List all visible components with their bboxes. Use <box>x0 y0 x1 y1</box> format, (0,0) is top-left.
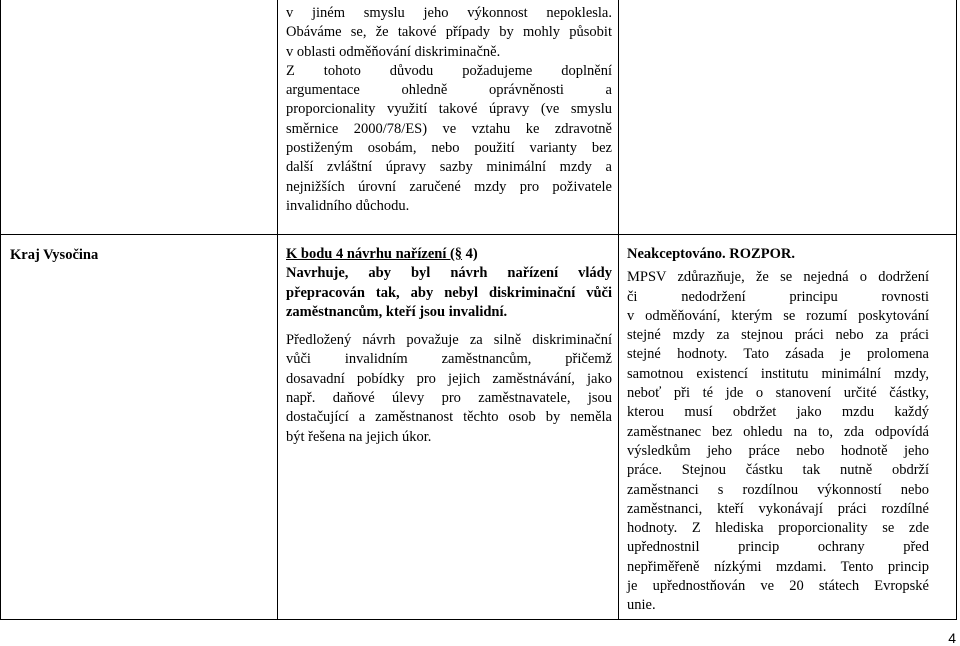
table-border-right <box>956 0 957 620</box>
previous-comment-line: další zvláštní úpravy sazby minimální mzdy a <box>286 159 612 176</box>
previous-comment-text <box>286 4 612 216</box>
comment-body-line: např. daňové úlevy pro zaměstnavatele, jsou <box>286 390 612 407</box>
response-line: neboť při té jde o stanovení určité částky, <box>627 385 929 402</box>
response-line: samotnou existencí institutu minimální mzdy, <box>627 365 929 382</box>
comment-heading-prefix: K bodu 4 návrhu nařízení ( <box>286 246 455 262</box>
previous-comment-line: Z tohoto důvodu požadujeme doplnění <box>286 62 612 79</box>
response-line: zaměstnanec bez ohledu na to, zda odpovídá <box>627 423 929 440</box>
response-line: stejné mzdy za stejnou práci nebo za práci <box>627 327 929 344</box>
previous-comment-line: v oblasti odměňování diskriminačně. <box>286 43 501 60</box>
proposal-line: zaměstnancům, kteří jsou invalidní. <box>286 303 508 320</box>
comment-heading-suffix: 4) <box>462 246 478 262</box>
response-line: v odměňování, kterým se rozumí poskytování <box>627 307 929 324</box>
proposal-line: Navrhuje, aby byl návrh nařízení vlády <box>286 265 612 282</box>
region-name: Kraj Vysočina <box>10 247 99 263</box>
previous-comment-line: proporcionality využití takové úpravy (ve smyslu <box>286 101 612 118</box>
previous-comment-line: směrnice 2000/78/ES) ve vztahu ke zdravotně <box>286 120 612 137</box>
response-line: unie. <box>627 597 656 614</box>
comment-body-line: dostačující a zaměstnanost těchto osob by neměla <box>286 409 612 426</box>
response-status: Neakceptováno. ROZPOR. <box>627 246 795 262</box>
response-line: práce. Stejnou částku tak nutně obdrží <box>627 462 929 479</box>
comment-body-line: být řešena na jejich úkor. <box>286 428 432 445</box>
table-border-bottom <box>0 619 957 620</box>
comment-text <box>286 245 612 447</box>
section-sign-link[interactable]: § <box>454 246 463 262</box>
page-number: 4 <box>948 630 956 646</box>
comment-body-line: dosavadní pobídky pro jejich zaměstnávání, jako <box>286 370 612 387</box>
response-line: zaměstnanci s rozdílnou výkonností nebo <box>627 481 929 498</box>
comment-body-line: Předložený návrh považuje za silně diskriminační <box>286 332 612 349</box>
previous-comment-line: argumentace ohledně oprávněnosti a <box>286 82 612 99</box>
table-border-left <box>0 0 1 620</box>
previous-comment-line: nejnižších úrovní zaručené mzdy pro poživatele <box>286 178 612 195</box>
comment-body-line: vůči invalidním zaměstnancům, přičemž <box>286 351 612 368</box>
row-divider <box>0 234 957 235</box>
response-line: kterou musí obdržet jako mzdu každý <box>627 404 929 421</box>
column-divider-2 <box>618 0 619 620</box>
response-line: nepřiměřeně nízkými mzdami. Tento princip <box>627 558 929 575</box>
response-line: či nedodržení principu rovnosti <box>627 288 929 305</box>
response-line: hodnoty. Z hlediska proporcionality se zde <box>627 520 929 537</box>
previous-comment-line: Obáváme se, že takové případy by mohly působit <box>286 24 612 41</box>
response-line: MPSV zdůrazňuje, že se nejedná o dodržení <box>627 269 929 286</box>
previous-comment-line: v jiném smyslu jeho výkonnost nepoklesla. <box>286 5 612 21</box>
previous-comment-line: postiženým osobám, nebo použití varianty bez <box>286 140 612 157</box>
paragraph-gap <box>286 322 612 331</box>
proposal-line: přepracován tak, aby nebyl diskriminační vůči <box>286 284 612 301</box>
column-divider-1 <box>277 0 278 620</box>
response-line: zaměstnanci, kteří vykonávají práci rozdílné <box>627 500 929 517</box>
response-line: stejné hodnoty. Tato zásada je prolomena <box>627 346 929 363</box>
previous-comment-line: invalidního důchodu. <box>286 197 410 214</box>
response-line: výsledkům jeho práce nebo hodnotě jeho <box>627 442 929 459</box>
response-line: je upřednostňován ve 20 státech Evropské <box>627 578 929 595</box>
comment-heading <box>286 245 612 264</box>
response-line: upřednostnil princip ochrany před <box>627 539 929 556</box>
response-text <box>627 245 929 616</box>
